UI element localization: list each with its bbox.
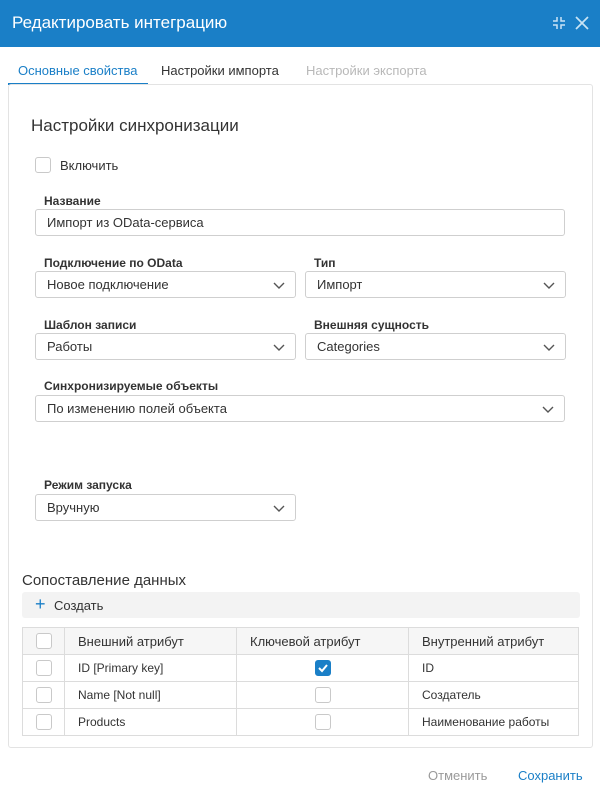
external-attribute-cell: Products [65,709,237,736]
checkmark-icon [316,661,330,675]
close-icon[interactable] [571,12,593,34]
key-checkbox[interactable] [315,660,331,676]
chevron-down-icon [542,278,556,292]
type-label: Тип [314,256,336,270]
chevron-down-icon [272,278,286,292]
minimize-icon[interactable] [548,12,570,34]
template-select[interactable] [35,333,296,360]
cancel-button[interactable]: Отменить [428,768,488,783]
tab-bar [0,47,600,87]
enable-checkbox[interactable] [35,157,51,173]
objects-label: Синхронизируемые объекты [44,379,219,393]
row-select-cell [23,709,65,736]
chevron-down-icon [272,340,286,354]
connection-select[interactable] [35,271,296,298]
template-value: Работы [47,339,93,354]
data-mapping-title: Сопоставление данных [22,572,187,589]
chevron-down-icon [272,501,286,515]
window-title: Редактировать интеграцию [12,13,228,32]
select-all-checkbox[interactable] [36,633,52,649]
tab-main-properties[interactable]: Основные свойства [18,63,138,78]
select-all-cell [23,628,65,655]
key-attribute-cell [237,709,409,736]
mode-value: Вручную [47,500,100,515]
key-attribute-cell [237,682,409,709]
external-attribute-cell: Name [Not null] [65,682,237,709]
row-checkbox[interactable] [36,687,52,703]
connection-label: Подключение по OData [44,256,183,270]
mode-label: Режим запуска [44,478,132,492]
tab-import-settings[interactable]: Настройки импорта [161,63,279,78]
table-row[interactable] [23,682,579,709]
connection-value: Новое подключение [47,277,169,292]
create-mapping-button[interactable] [22,592,580,618]
row-select-cell [23,655,65,682]
objects-value: По изменению полей объекта [47,401,227,416]
internal-attribute-cell: Наименование работы [409,709,579,736]
internal-attribute-cell: ID [409,655,579,682]
mapping-table [22,627,579,736]
internal-attribute-cell: Создатель [409,682,579,709]
external-attribute-cell: ID [Primary key] [65,655,237,682]
row-checkbox[interactable] [36,714,52,730]
column-header-internal[interactable]: Внутренний атрибут [409,628,579,655]
table-row[interactable] [23,709,579,736]
table-row[interactable] [23,655,579,682]
table-header-row [23,628,579,655]
sync-settings-title: Настройки синхронизации [31,116,239,135]
name-input[interactable] [35,209,565,236]
key-checkbox[interactable] [315,687,331,703]
create-label: Создать [54,598,104,613]
chevron-down-icon [541,402,555,416]
row-checkbox[interactable] [36,660,52,676]
type-select[interactable] [305,271,566,298]
tab-export-settings: Настройки экспорта [306,63,427,78]
template-label: Шаблон записи [44,318,137,332]
plus-icon: + [35,594,46,614]
key-checkbox[interactable] [315,714,331,730]
type-value: Импорт [317,277,363,292]
objects-select[interactable] [35,395,565,422]
save-button[interactable]: Сохранить [518,768,583,783]
enable-label: Включить [60,158,119,173]
column-header-external[interactable]: Внешний атрибут [65,628,237,655]
window-titlebar [0,0,600,47]
entity-value: Categories [317,339,380,354]
column-header-key[interactable]: Ключевой атрибут [237,628,409,655]
entity-label: Внешняя сущность [314,318,429,332]
key-attribute-cell [237,655,409,682]
mode-select[interactable] [35,494,296,521]
name-value: Импорт из OData-сервиса [47,215,204,230]
chevron-down-icon [542,340,556,354]
name-label: Название [44,194,101,208]
entity-select[interactable] [305,333,566,360]
row-select-cell [23,682,65,709]
